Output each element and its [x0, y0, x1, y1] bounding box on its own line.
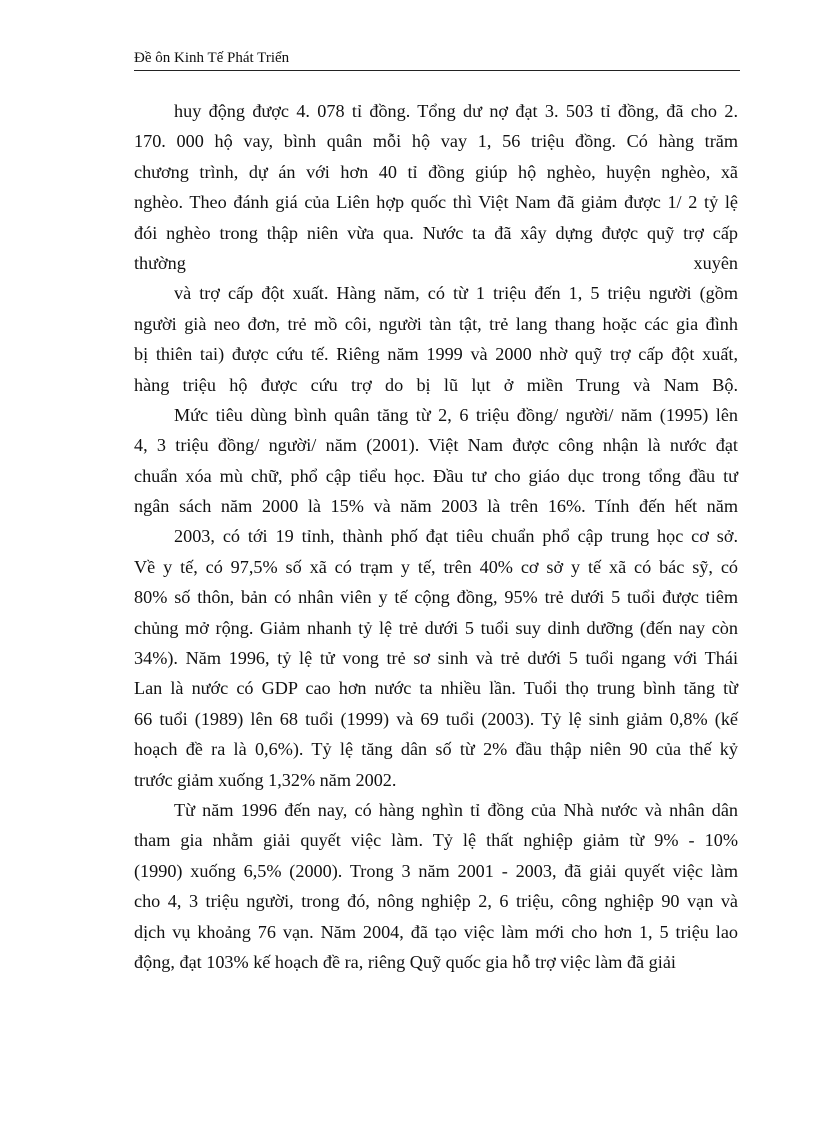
text-line: 66 tuổi (1989) lên 68 tuổi (1999) và 69 tuổi (2003). Tỷ lệ sinh giảm 0,8% (kế	[134, 708, 738, 729]
text-line: động, đạt 103% kế hoạch đề ra, riêng Quỹ quốc gia hỗ trợ việc làm đã giải	[134, 951, 676, 972]
text-line: 4, 3 triệu đồng/ người/ năm (2001). Việt Nam được công nhận là nước đạt	[134, 435, 738, 456]
text-line: hoạch đề ra là 0,6%). Tỷ lệ tăng dân số từ 2% đầu thập niên 90 của thế kỷ	[134, 739, 738, 760]
text-line: Mức tiêu dùng bình quân tăng từ 2, 6 triệu đồng/ người/ năm (1995) lên	[174, 404, 738, 425]
text-line: dịch vụ khoảng 76 vạn. Năm 2004, đã tạo việc làm mới cho hơn 1, 5 triệu lao	[134, 921, 738, 942]
text-line: chương trình, dự án với hơn 40 tỉ đồng giúp hộ nghèo, huyện nghèo, xã	[134, 161, 738, 182]
text-line: chuẩn xóa mù chữ, phổ cập tiểu học. Đầu tư cho giáo dục trong tổng đầu tư	[134, 465, 738, 486]
text-line: huy động được 4. 078 tỉ đồng. Tổng dư nợ đạt 3. 503 tỉ đồng, đã cho 2.	[174, 101, 738, 121]
text-line: nghèo. Theo đánh giá của Liên hợp quốc thì Việt Nam đã giảm được 1/ 2 tỷ lệ	[134, 192, 738, 213]
text-line: Về y tế, có 97,5% số xã có trạm y tế, trên 40% cơ sở y tế xã có bác sỹ, có	[134, 556, 738, 577]
text-line: cho 4, 3 triệu người, trong đó, nông nghiệp 2, 6 triệu, công nghiệp 90 vạn và	[134, 891, 738, 912]
text-line: và trợ cấp đột xuất. Hàng năm, có từ 1 triệu đến 1, 5 triệu người (gồm	[174, 283, 738, 304]
text-line: hàng triệu hộ được cứu trợ do bị lũ lụt ở miền Trung và Nam Bộ.	[134, 374, 738, 395]
text-line: 2003, có tới 19 tỉnh, thành phố đạt tiêu chuẩn phổ cập trung học cơ sở.	[174, 526, 738, 547]
text-line: (1990) xuống 6,5% (2000). Trong 3 năm 2001 - 2003, đã giải quyết việc làm	[134, 860, 738, 881]
body-text	[134, 96, 738, 977]
header-title: Đề ôn Kinh Tế Phát Triển	[134, 50, 290, 66]
text-line: bị thiên tai) được cứu tế. Riêng năm 1999 và 2000 nhờ quỹ trợ cấp đột xuất,	[134, 344, 738, 365]
text-line: 80% số thôn, bản có nhân viên y tế cộng đồng, 95% trẻ dưới 5 tuổi được tiêm	[134, 587, 738, 608]
text-line: người già neo đơn, trẻ mồ côi, người tàn tật, trẻ lang thang hoặc các gia đình	[134, 313, 738, 334]
text-line: thường xuyên	[134, 252, 738, 273]
text-line: chủng mở rộng. Giảm nhanh tỷ lệ trẻ dưới 5 tuổi suy dinh dưỡng (đến nay còn	[134, 617, 738, 638]
text-line: đói nghèo trong thập niên vừa qua. Nước ta đã xây dựng được quỹ trợ cấp	[134, 222, 738, 243]
text-line: trước giảm xuống 1,32% năm 2002.	[134, 769, 397, 790]
text-line: Lan là nước có GDP cao hơn nước ta nhiều lần. Tuổi thọ trung bình tăng từ	[134, 678, 738, 699]
text-line: Từ năm 1996 đến nay, có hàng nghìn tỉ đồng của Nhà nước và nhân dân	[174, 799, 738, 820]
text-line: 34%). Năm 1996, tỷ lệ tử vong trẻ sơ sinh và trẻ dưới 5 tuổi ngang với Thái	[134, 648, 738, 669]
text-line: 170. 000 hộ vay, bình quân mỗi hộ vay 1, 56 triệu đồng. Có hàng trăm	[134, 131, 738, 152]
running-header	[134, 48, 740, 71]
text-line: ngân sách năm 2000 là 15% và năm 2003 là trên 16%. Tính đến hết năm	[134, 496, 738, 517]
text-line: tham gia nhằm giải quyết việc làm. Tỷ lệ thất nghiệp giảm từ 9% - 10%	[134, 830, 738, 851]
